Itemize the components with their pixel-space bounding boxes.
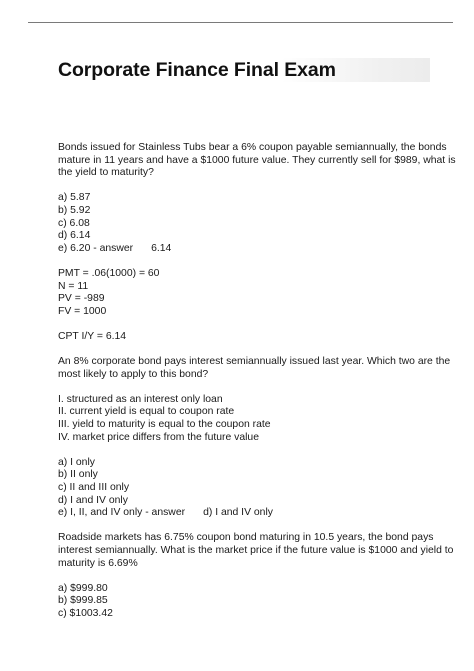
question-3-options <box>58 583 428 621</box>
question-1-stem <box>58 142 456 180</box>
option: d) I and IV only <box>58 494 128 506</box>
exam-body <box>58 142 456 621</box>
text-line: Roadside markets has 6.75% coupon bond maturing in 10.5 years, the bond pays <box>58 532 434 544</box>
option: c) 6.08 <box>58 217 90 229</box>
question-1-options <box>58 192 428 255</box>
option: e) 6.20 - answer <box>58 242 134 254</box>
text-line: interest semiannually. What is the market price if the future value is $1000 and yield to <box>58 545 454 556</box>
option: b) 5.92 <box>58 204 91 216</box>
cpt-line: CPT I/Y = 6.14 <box>58 330 127 342</box>
top-rule <box>28 22 453 23</box>
option: b) $999.85 <box>58 595 108 607</box>
answer-value: 6.14 <box>151 242 172 254</box>
work-line: FV = 1000 <box>58 305 107 317</box>
option: a) 5.87 <box>58 192 91 204</box>
question-2-statements <box>58 394 428 444</box>
statement: I. structured as an interest only loan <box>58 393 223 405</box>
work-line: N = 11 <box>58 280 89 292</box>
option: d) 6.14 <box>58 230 91 242</box>
text-line: Bonds issued for Stainless Tubs bear a 6% coupon payable semiannually, the bonds <box>58 142 447 153</box>
question-1-cpt <box>58 331 428 344</box>
option-with-answer <box>58 507 428 520</box>
option: c) $1003.42 <box>58 607 113 619</box>
question-2-stem <box>58 356 451 381</box>
answer-value: d) I and IV only <box>203 507 273 519</box>
work-line: PMT = .06(1000) = 60 <box>58 267 160 279</box>
option: b) II only <box>58 469 98 481</box>
statement: III. yield to maturity is equal to the coupon rate <box>58 419 271 431</box>
page-title: Corporate Finance Final Exam <box>58 59 336 81</box>
question-1-work <box>58 268 428 318</box>
question-3-stem <box>58 532 454 570</box>
option: c) II and III only <box>58 482 130 494</box>
work-line: PV = -989 <box>58 293 105 305</box>
title-banner <box>58 58 430 82</box>
text-line: An 8% corporate bond pays interest semiannually issued last year. Which two are the <box>58 356 451 368</box>
statement: II. current yield is equal to coupon rate <box>58 406 235 418</box>
text-line: mature in 11 years and have a $1000 future value. They currently sell for $989, what is <box>58 154 456 166</box>
option: e) I, II, and IV only - answer <box>58 507 186 519</box>
text-line: maturity is 6.69% <box>58 557 138 569</box>
text-line: the yield to maturity? <box>58 167 154 179</box>
statement: IV. market price differs from the future value <box>58 431 259 443</box>
option: a) I only <box>58 456 95 468</box>
question-2-options <box>58 457 428 520</box>
option-with-answer <box>58 243 428 256</box>
option: a) $999.80 <box>58 582 108 594</box>
text-line: most likely to apply to this bond? <box>58 368 209 380</box>
